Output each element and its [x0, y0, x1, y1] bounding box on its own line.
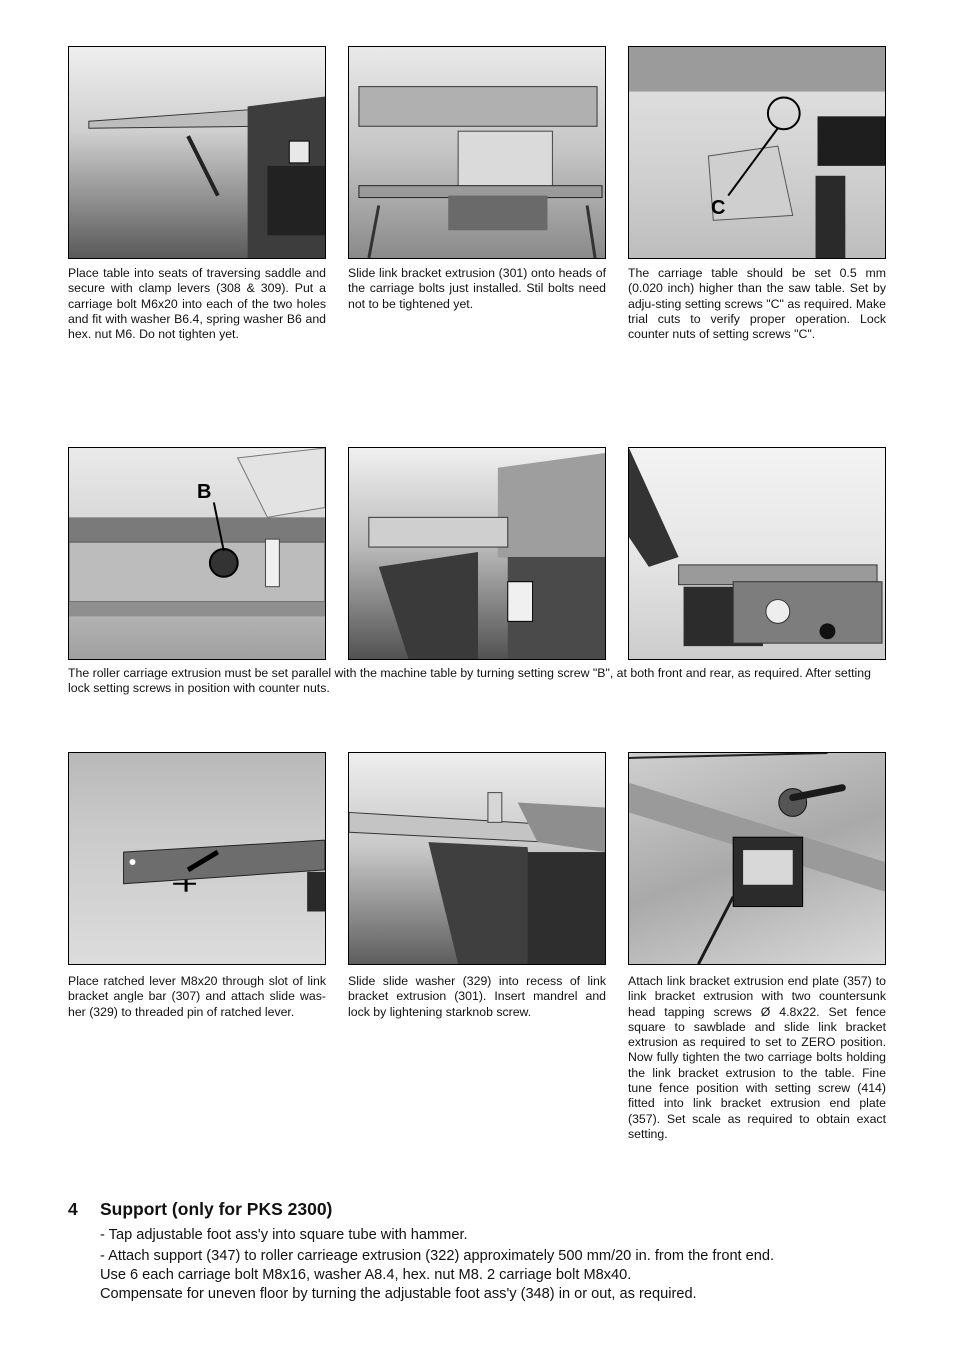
photo-roller-carriage-side [628, 447, 886, 660]
caption-3: The carriage table should be set 0.5 mm (0.020 inch) higher than the saw table. Set by adju-sting setting screws "C" as required. Make trial cuts to verify proper operation. Lock counter nuts of setting screws "C". [628, 266, 886, 342]
caption-7: Place ratched lever M8x20 through slot of link bracket angle bar (307) and attach slide was-her (329) to threaded pin of ratched lever. [68, 974, 326, 1019]
photo-roller-carriage-front [348, 447, 606, 660]
caption-8: Slide slide washer (329) into recess of link bracket extrusion (301). Insert mandrel and lock by lightening starknob screw. [348, 974, 606, 1019]
photo-ratched-lever [68, 752, 326, 965]
caption-1: Place table into seats of traversing saddle and secure with clamp levers (308 & 309). Put a carriage bolt M6x20 into each of the two holes and fit with washer B6.4, spring washer B6 and hex. nut M6. Do not tighten yet. [68, 266, 326, 342]
callout-b: B [197, 481, 212, 503]
section-heading [68, 1199, 332, 1220]
caption-9: Attach link bracket extrusion end plate (357) to link bracket extrusion with two countersunk head tapping screws Ø 4.8x22. Set fence square to sawblade and slide link bracket extrusion as required to set to ZERO position. Now fully tighten the two carriage bolts holding the link bracket extrusion to the table. Fine tune fence position with setting screw (414) fitted into link bracket extrusion end plate (357). Set scale as required to obtain exact setting. [628, 974, 886, 1141]
instruction-line-2: - Attach support (347) to roller carrieage extrusion (322) approximately 500 mm/20 in. from the front end. [100, 1248, 775, 1264]
section-title-text: Support (only for PKS 2300) [100, 1199, 333, 1219]
caption-roller-carriage: The roller carriage extrusion must be set parallel with the machine table by turning setting screw "B", at both front and rear, as required. After setting lock setting screws in position with counter nuts. [68, 666, 871, 696]
instruction-line-3: Use 6 each carriage bolt M8x16, washer A8.4, hex. nut M8. 2 carriage bolt M8x40. [100, 1267, 632, 1283]
callout-c: C [711, 197, 726, 219]
instruction-line-4: Compensate for uneven floor by turning the adjustable foot ass'y (348) in or out, as required. [100, 1286, 697, 1302]
photo-setting-screws-c [628, 46, 886, 259]
photo-table-clamp-levers [68, 46, 326, 259]
caption-2: Slide link bracket extrusion (301) onto heads of the carriage bolts just installed. Stil bolts need not to be tightened yet. [348, 266, 606, 311]
section-number: 4 [68, 1199, 78, 1219]
instruction-line-1: - Tap adjustable foot ass'y into square tube with hammer. [100, 1227, 468, 1243]
photo-slide-washer [348, 752, 606, 965]
photo-setting-screw-b [68, 447, 326, 660]
photo-link-bracket-end-plate [628, 752, 886, 965]
photo-link-bracket-extrusion [348, 46, 606, 259]
